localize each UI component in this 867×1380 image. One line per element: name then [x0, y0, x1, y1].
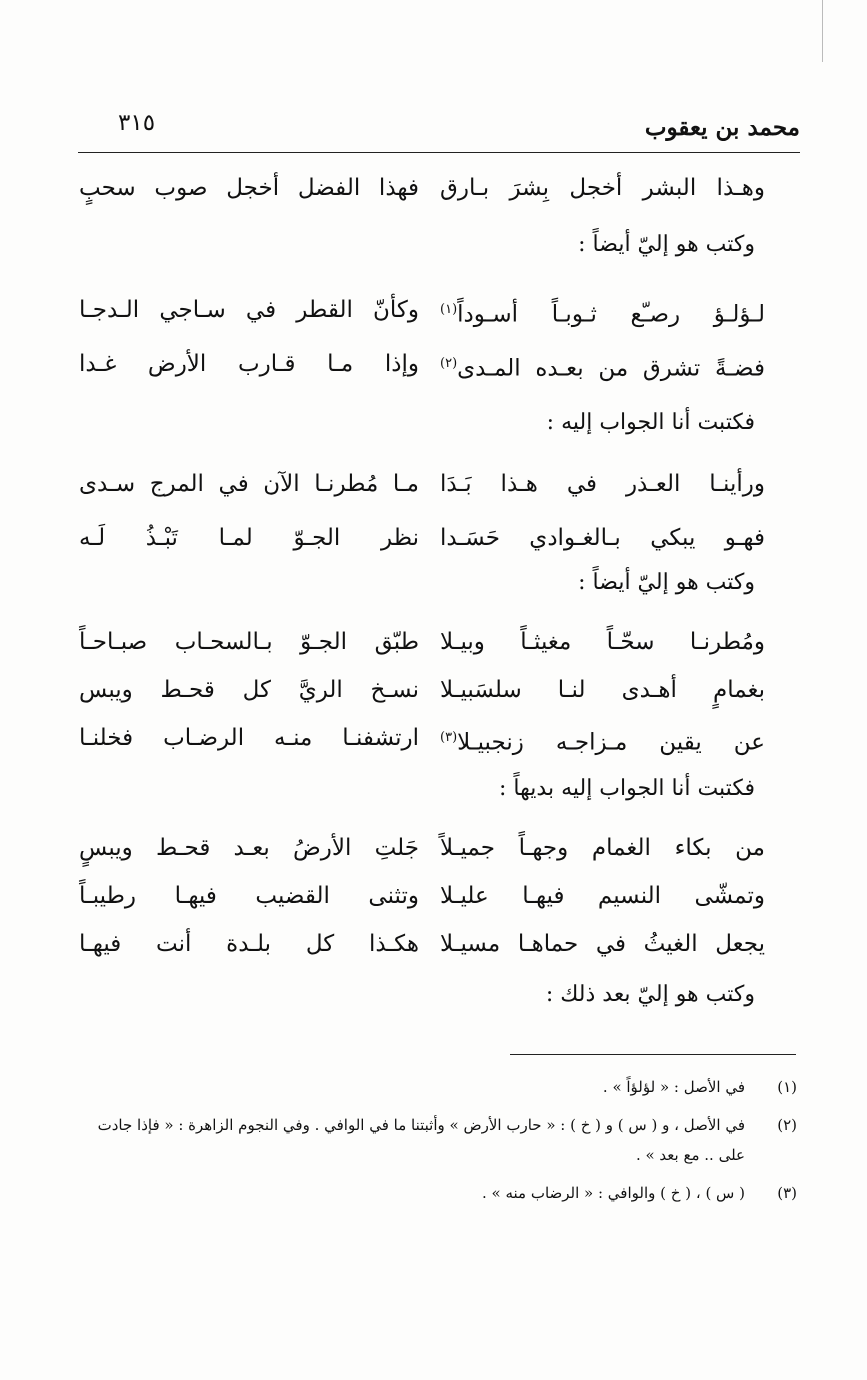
verse-line [0, 826, 867, 874]
running-title: محمد بن يعقوب [644, 114, 800, 141]
first-hemistich: وكأنّ القطر في سـاجي الـدجـا [79, 297, 419, 323]
page-edge-line [822, 0, 823, 62]
second-hemistich [440, 716, 765, 765]
poem-section [0, 462, 867, 564]
verse-line [0, 620, 867, 668]
header-rule [78, 152, 800, 153]
poem-section [0, 620, 867, 764]
second-hemistich: وتمشّى النسيم فيهـا عليـلا [440, 883, 765, 909]
verse-line [0, 288, 867, 342]
second-hemistich: ومُطرنـا سحّـاً مغيثـاً وبيـلا [440, 629, 765, 655]
poem-section [0, 166, 867, 220]
first-hemistich: وإذا مـا قـارب الأرض غـدا [79, 351, 419, 377]
first-hemistich: مـا مُطرنـا الآن في المرج سـدى [79, 471, 419, 497]
second-hemistich: فهـو يبكي بـالغـوادي حَسَـدا [440, 525, 765, 551]
poem-section [0, 826, 867, 970]
first-hemistich: جَلتِ الأرضُ بعـد قحـط ويبسٍ [79, 835, 419, 861]
verse-line [0, 874, 867, 922]
first-hemistich: هكـذا كل بلـدة أنت فيهـا [79, 931, 419, 957]
verse-line [0, 462, 867, 516]
footnote [69, 1110, 797, 1170]
second-hemistich [440, 342, 765, 391]
section-intro: وكتب هو إليّ بعد ذلك : [545, 982, 755, 1007]
hemistich-text: لـؤلـؤ رصـّع ثـوبـاً أسـوداً [457, 301, 765, 328]
section-intro: فكتبت أنا الجواب إليه : [546, 410, 755, 435]
footnote-marker: (٣) [440, 730, 458, 745]
footnote-text: ( س ) ، ( خ ) والوافي : « الرضاب منه » . [481, 1184, 745, 1202]
first-hemistich: نظر الجـوّ لمـا تَبْـذُ لَـه [79, 525, 419, 551]
verse-line [0, 166, 867, 220]
second-hemistich: وهـذا البشر أخجل بِشرَ بـارق [440, 175, 765, 201]
first-hemistich: طبّق الجـوّ بـالسحـاب صبـاحـاً [79, 629, 419, 655]
page-header [78, 108, 800, 148]
footnote-text: في الأصل ، و ( س ) و ( خ ) : « حارب الأرض » وأثبتنا ما في الوافي . وفي النجوم الزاهرة : « فإذا جادت على .. مع بعد » . [97, 1116, 745, 1164]
section-intro: فكتبت أنا الجواب إليه بديهاً : [499, 776, 755, 801]
footnote-number: (٣) [777, 1184, 797, 1202]
footnote [69, 1072, 797, 1102]
footnote-text: في الأصل : « لؤلؤاً » . [602, 1078, 745, 1096]
second-hemistich [440, 288, 765, 337]
second-hemistich: ورأينـا العـذر في هـذا بَـدَا [440, 471, 765, 497]
footnote-number: (٢) [777, 1116, 797, 1134]
first-hemistich: ارتشفنـا منـه الرضـاب فخلنـا [79, 725, 419, 751]
second-hemistich: من بكاء الغمام وجهـاً جميـلاً [440, 835, 765, 861]
first-hemistich: فهذا الفضل أخجل صوب سحبٍ [79, 175, 419, 201]
footnote-rule [510, 1054, 796, 1055]
footnote-marker: (١) [440, 302, 458, 317]
second-hemistich: بغمامٍ أهـدى لنـا سلسَبيـلا [440, 677, 765, 703]
footnote-number: (١) [777, 1078, 797, 1096]
poem-section [0, 288, 867, 390]
section-intro: وكتب هو إليّ أيضاً : [578, 232, 755, 257]
section-intro: وكتب هو إليّ أيضاً : [578, 570, 755, 595]
verse-line [0, 516, 867, 564]
verse-line [0, 668, 867, 716]
hemistich-text: عن يقين مـزاجـه زنجبيـلا [457, 729, 765, 756]
first-hemistich: وتثنى القضيب فيهـا رطيبـاً [79, 883, 419, 909]
footnote [69, 1178, 797, 1208]
second-hemistich: يجعل الغيثُ في حماهـا مسيـلا [440, 931, 765, 957]
hemistich-text: فضـةً تشرق من بعـده المـدى [457, 355, 765, 382]
verse-line [0, 716, 867, 764]
verse-line [0, 342, 867, 390]
footnote-marker: (٢) [440, 356, 458, 371]
first-hemistich: نسـخ الريَّ كل قحـط ويبس [79, 677, 419, 703]
page-number: ٣١٥ [118, 110, 156, 136]
footnotes [69, 1072, 797, 1216]
verse-line [0, 922, 867, 970]
